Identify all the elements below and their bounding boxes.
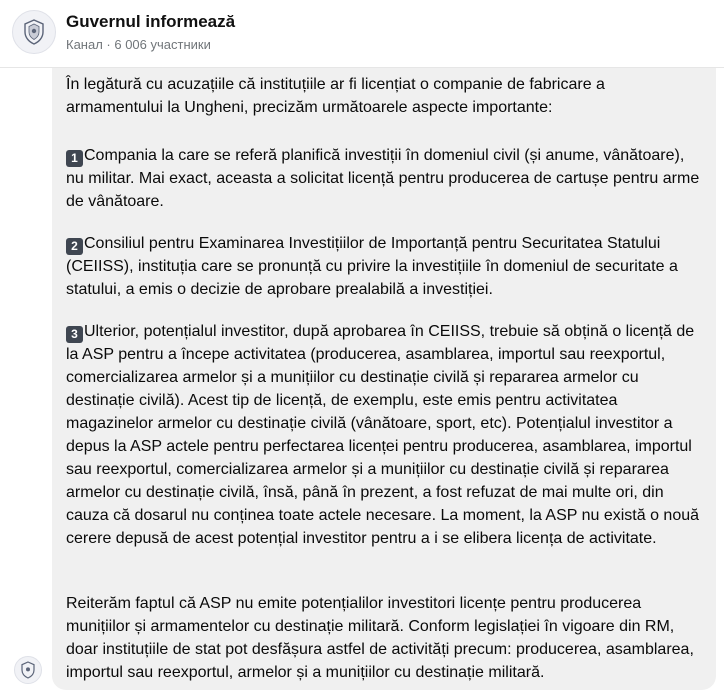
- message-list: [0, 68, 724, 694]
- point-3-text: Ulterior, potențialul investitor, după aprobarea în CEIISS, trebuie să obțină o licență de la ASP pentru a începe activitatea (producerea, asamblarea, importul sau reexportul, comercializarea armelor și a munițiilor cu destinație civilă și repararea armelor cu destinație civilă). Acest tip de licență, de exemplu, este emis pentru activitatea magazinelor armelor cu destinație civilă (vânătoare, sport, etc). Potențialul investitor a depus la ASP actele pentru perfectarea licenței pentru producerea, asamblarea, importul sau reexportul, comercializarea armelor și a munițiilor cu destinație civilă și repararea armelor cu destinație civilă, însă, până în prezent, a fost refuzat de mai multe ori, din cauza că dosarul nu conținea toate actele necesare. La moment, la ASP nu există o nouă cerere depusă de acest potențial investitor pentru a i se elibera licența de activitate.: [66, 323, 700, 547]
- government-crest-icon: [18, 660, 38, 680]
- number-3-badge: 3: [66, 326, 83, 343]
- number-2-badge: 2: [66, 238, 83, 255]
- government-crest-icon: [19, 17, 49, 47]
- message-closing: Reiterăm faptul că ASP nu emite potențialilor investitori licențe pentru producerea munițiilor și armamentelor cu destinație militară. Conform legislației în vigoare din RM, doar instituțiile de stat pot desfășura astfel de activități precum: producerea, asamblarea, importul sau reexportul, armelor și a munițiilor cu destinație militară.: [66, 595, 694, 681]
- message-intro: În legătură cu acuzațiile că instituțiile ar fi licențiat o companie de fabricare a armamentului la Ungheni, precizăm următoarele aspecte importante:: [66, 76, 605, 116]
- number-1-badge: 1: [66, 150, 83, 167]
- message-bubble[interactable]: [52, 68, 716, 690]
- channel-title[interactable]: Guvernul informează: [66, 12, 236, 31]
- message-point-2: [66, 232, 706, 301]
- channel-avatar[interactable]: [12, 10, 56, 54]
- message-point-3: [66, 320, 706, 550]
- point-1-text: Compania la care se referă planifică investiții în domeniul civil (și anume, vânătoare), nu militar. Mai exact, aceasta a solicitat licență pentru producerea de cartușe pentru arme de vânătoare.: [66, 147, 700, 210]
- channel-meta: Канал · 6 006 участники: [66, 37, 211, 52]
- chat-header: [0, 0, 724, 68]
- message-point-1: [66, 144, 706, 213]
- sender-avatar[interactable]: [14, 656, 42, 684]
- point-2-text: Consiliul pentru Examinarea Investițiilor de Importanță pentru Securitatea Statului (CEIISS), instituția care se pronunță cu privire la investițiile în domeniul de securitate a statului, a emis o decizie de aprobare prealabilă a investiției.: [66, 235, 678, 298]
